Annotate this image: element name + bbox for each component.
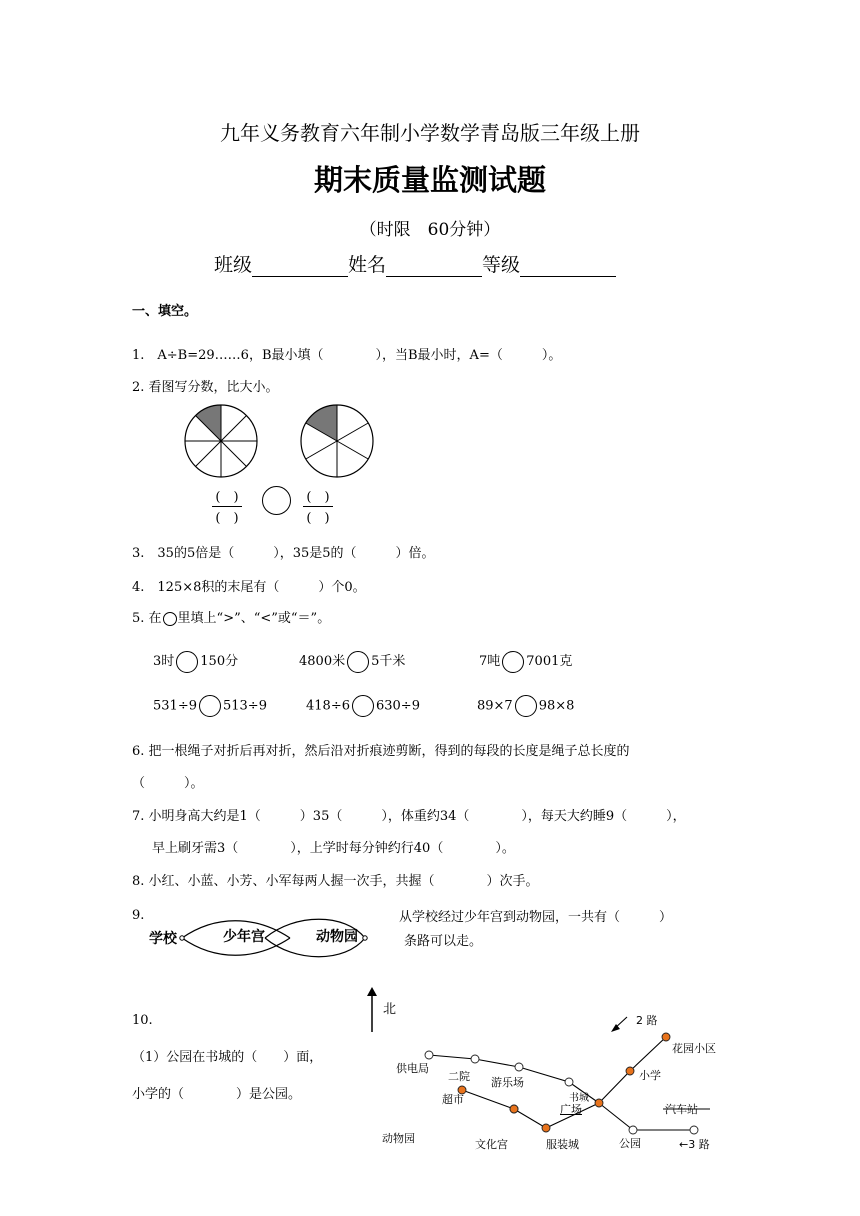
map-label-xiaoxue: 小学 — [639, 1069, 661, 1082]
map-label-huayuan: 花园小区 — [672, 1042, 716, 1055]
circle-sixths — [301, 405, 373, 477]
class-label: 班级 — [214, 254, 253, 276]
name-field[interactable] — [386, 258, 482, 277]
student-info-line — [214, 250, 616, 277]
map-label-dongwuyuan: 动物园 — [382, 1132, 415, 1145]
question-1: 1. A÷B=29……6，B最小填（ ），当B最小时，A=（ ）。 — [132, 348, 562, 363]
station-youlechang — [515, 1063, 523, 1071]
compare-item: 418÷6 630÷9 — [306, 695, 420, 717]
label-school: 学校 — [149, 931, 177, 947]
north-arrow-icon — [366, 986, 378, 1034]
map-label-shucheng: 书城 — [569, 1093, 589, 1104]
compare-circle[interactable] — [199, 695, 221, 717]
question-9-cont: 条路可以走。 — [404, 934, 483, 949]
station-fuzhuangcheng — [542, 1124, 550, 1132]
map-label-gongdianju: 供电局 — [396, 1062, 429, 1075]
north-label: 北 — [383, 1002, 397, 1017]
question-7: 7. 小明身高大约是1（ ）35（ ），体重约34（ ），每天大约睡9（ ）， — [132, 809, 686, 824]
document-title: 期末质量监测试题 — [313, 163, 546, 197]
compare-item: 531÷9 513÷9 — [153, 695, 267, 717]
question-10-part1-cont: 小学的（ ）是公园。 — [132, 1087, 302, 1102]
map-label-fuzhuangcheng: 服装城 — [546, 1138, 579, 1151]
grade-field[interactable] — [520, 258, 616, 277]
compare-circle[interactable] — [515, 695, 537, 717]
compare-item: 3时 150分 — [153, 650, 238, 673]
station-xiaoxue — [626, 1067, 634, 1075]
name-label: 姓名 — [348, 254, 387, 276]
station-shucheng — [565, 1078, 573, 1086]
question-6: 6. 把一根绳子对折后再对折，然后沿对折痕迹剪断，得到的每段的长度是绳子总长度的 — [132, 744, 630, 759]
map-label-guangchang: 广场 — [560, 1103, 582, 1116]
station-wenhuagong — [510, 1105, 518, 1113]
compare-circle[interactable] — [347, 651, 369, 673]
question-8: 8. 小红、小蓝、小芳、小军每两人握一次手，共握（ ）次手。 — [132, 874, 539, 889]
question-9: 从学校经过少年宫到动物园，一共有（ ） — [399, 910, 673, 925]
circle-eighths — [185, 405, 257, 477]
map-label-qichezhan: 汽车站 — [665, 1103, 698, 1116]
station-guangchang — [595, 1099, 603, 1107]
compare-circle[interactable] — [176, 651, 198, 673]
compare-item: 4800米 5千米 — [299, 650, 405, 673]
question-10-part1: （1）公园在书城的（ ）面， — [132, 1050, 323, 1065]
map-label-youlechang: 游乐场 — [491, 1076, 524, 1089]
question-2: 2. 看图写分数，比大小。 — [132, 380, 279, 395]
station-gongyuan — [629, 1126, 637, 1134]
class-field[interactable] — [252, 258, 348, 277]
map-label-route3: ←3 路 — [679, 1138, 710, 1151]
bus-route-map — [380, 1008, 740, 1156]
map-label-gongyuan: 公园 — [619, 1137, 641, 1150]
question-5: 5. 在 里填上“>”、“<”或“＝”。 — [132, 611, 331, 626]
question-3: 3. 35的5倍是（ ），35是5的（ ）倍。 — [132, 546, 435, 561]
circle-symbol-icon — [163, 612, 177, 626]
time-limit: （时限 60分钟） — [359, 220, 501, 240]
compare-circle[interactable] — [502, 651, 524, 673]
compare-circle[interactable] — [352, 695, 374, 717]
station-gongdianju — [425, 1051, 433, 1059]
station-route3-end — [690, 1126, 698, 1134]
compare-item: 89×7 98×8 — [477, 695, 574, 717]
compare-circle[interactable] — [262, 486, 291, 515]
label-zoo: 动物园 — [316, 929, 358, 945]
label-youth-palace: 少年宫 — [223, 929, 265, 945]
question-6-answer: （ ）。 — [132, 776, 204, 791]
compare-item: 7吨 7001克 — [479, 650, 572, 673]
fraction-answer-left[interactable]: ( ) ( ) — [212, 486, 242, 526]
question-9-number: 9. — [132, 908, 145, 923]
station-huayuan — [662, 1033, 670, 1041]
map-label-eryuan: 二院 — [448, 1070, 470, 1083]
map-label-route2: 2 路 — [636, 1014, 658, 1027]
map-label-wenhuagong: 文化宫 — [475, 1138, 508, 1151]
question-7-cont: 早上刷牙需3（ ），上学时每分钟约行40（ ）。 — [152, 841, 515, 856]
document-subtitle: 九年义务教育六年制小学数学青岛版三年级上册 — [220, 121, 640, 145]
fraction-circles-figure — [180, 400, 380, 484]
station-eryuan — [471, 1055, 479, 1063]
fraction-answer-right[interactable]: ( ) ( ) — [303, 486, 333, 526]
map-label-chaoshi: 超市 — [442, 1093, 464, 1106]
grade-label: 等级 — [482, 254, 521, 276]
section-heading: 一、填空。 — [132, 304, 198, 319]
question-4: 4. 125×8积的末尾有（ ）个0。 — [132, 580, 366, 595]
question-10-number: 10. — [132, 1013, 153, 1028]
